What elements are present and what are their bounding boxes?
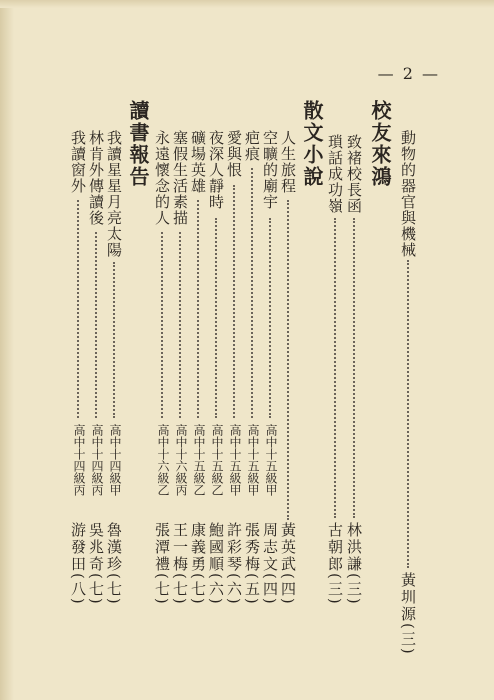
page-edge-top: [0, 0, 494, 8]
toc-entry-title: 愛與恨: [225, 130, 243, 178]
toc-entry-title: 動物的器官與機械: [399, 130, 417, 258]
leader-dots: [233, 185, 235, 418]
toc-entry-title: 疤痕: [243, 130, 261, 162]
section-heading: 散文小說: [300, 100, 324, 188]
toc-entry-author: 張秀梅(五): [243, 522, 261, 606]
section-heading: 校友來鴻: [368, 100, 392, 188]
toc-entry-title: 林肯外傳讀後: [87, 130, 105, 226]
toc-entry-class: 高中十五級甲: [246, 424, 260, 496]
leader-dots: [197, 200, 199, 418]
leader-dots: [353, 218, 355, 518]
leader-dots: [77, 200, 79, 418]
toc-entry-class: 高中十五級乙: [210, 424, 224, 496]
toc-entry-author: 張潭禮(七): [153, 522, 171, 606]
toc-entry-title: 空曠的廟宇: [261, 130, 279, 210]
leader-dots: [113, 262, 115, 418]
toc-entry-class: 高中十六級乙: [156, 424, 170, 496]
toc-entry-author: 古朝郎(三): [326, 522, 344, 606]
toc-entry-class: 高中十五級甲: [264, 424, 278, 496]
page-edge: [0, 0, 14, 700]
toc-entry-author: 鮑國順(六): [207, 522, 225, 606]
section-heading: 讀書報告: [126, 100, 150, 188]
leader-dots: [407, 260, 409, 568]
toc-entry-author: 許彩琴(六): [225, 522, 243, 606]
toc-entry-author: 王一梅(七): [171, 522, 189, 606]
toc-entry-title: 塞假生活素描: [171, 130, 189, 226]
leader-dots: [269, 218, 271, 418]
leader-dots: [161, 232, 163, 418]
toc-entry-class: 高中十六級丙: [174, 424, 188, 496]
leader-dots: [95, 232, 97, 418]
toc-entry-class: 高中十四級丙: [90, 424, 104, 496]
toc-entry-author: 康義勇(七): [189, 522, 207, 606]
toc-entry-author: 周志文(四): [261, 522, 279, 606]
toc-entry-class: 高中十四級丙: [72, 424, 86, 496]
leader-dots: [334, 218, 336, 518]
toc-entry-class: 高中十五級甲: [228, 424, 242, 496]
toc-entry-author: 吳兆奇(七): [87, 522, 105, 606]
toc-entry-title: 永遠懷念的人: [153, 130, 171, 226]
page-number: — 2 —: [377, 64, 440, 83]
toc-entry-class: 高中十五級乙: [192, 424, 206, 496]
leader-dots: [179, 232, 181, 418]
toc-entry-title: 致褚校長函: [345, 134, 363, 214]
toc-entry-class: 高中十四級甲: [108, 424, 122, 496]
toc-entry-title: 我讀窗外: [69, 130, 87, 194]
toc-entry-author: 游發田(八): [69, 522, 87, 606]
toc-entry-title: 人生旅程: [279, 130, 297, 194]
leader-dots: [215, 218, 217, 418]
leader-dots: [251, 168, 253, 418]
toc-entry-author: 魯漢珍(七): [105, 522, 123, 606]
leader-dots: [287, 200, 289, 520]
toc-entry-author: 黃英武(四): [279, 522, 297, 606]
toc-entry-author: 黃圳源(三): [399, 572, 417, 656]
toc-entry-author: 林洪謙(三): [345, 522, 363, 606]
toc-entry-title: 礦場英雄: [189, 130, 207, 194]
toc-entry-title: 我讀星星月亮太陽: [105, 130, 123, 258]
toc-entry-title: 瑣話成功嶺: [326, 134, 344, 214]
toc-entry-title: 夜深人靜時: [207, 130, 225, 210]
